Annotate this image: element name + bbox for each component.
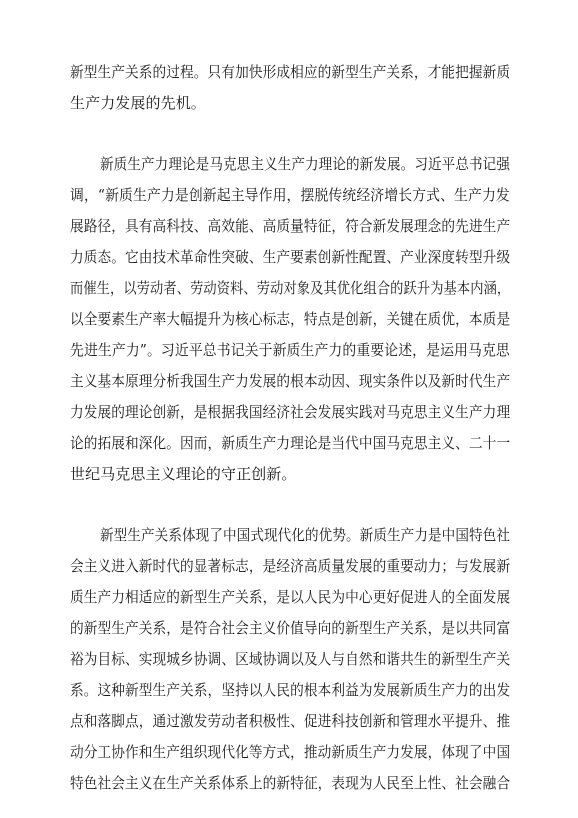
paragraph-2-line-10: 论的拓展和深化。因而，新质生产力理论是当代中国马克思主义、二十一 [70, 434, 511, 452]
paragraph-3-line-3: 质生产力相适应的新型生产关系，是以人民为中心更好促进人的全面发展 [70, 588, 511, 606]
paragraph-3-line-8: 动分工协作和生产组织现代化等方式，推动新质生产力发展，体现了中国 [70, 743, 511, 761]
paragraph-1-line-1: 新型生产关系的过程。只有加快形成相应的新型生产关系，才能把握新质 [70, 63, 511, 81]
paragraph-1-line-2: 生产力发展的先机。 [70, 94, 206, 112]
paragraph-3-line-4: 的新型生产关系，是符合社会主义价值导向的新型生产关系，是以共同富 [70, 619, 511, 637]
paragraph-2-line-8: 主义基本原理分析我国生产力发展的根本动因、现实条件以及新时代生产 [70, 372, 511, 390]
paragraph-2-line-6: 以全要素生产率大幅提升为核心标志，特点是创新，关键在质优，本质是 [70, 310, 511, 328]
paragraph-3-line-7: 点和落脚点，通过激发劳动者积极性、促进科技创新和管理水平提升、推 [70, 712, 511, 730]
paragraph-3-line-5: 裕为目标、实现城乡协调、区域协调以及人与自然和谐共生的新型生产关 [70, 650, 511, 668]
paragraph-2-line-5: 而催生，以劳动者、劳动资料、劳动对象及其优化组合的跃升为基本内涵， [70, 279, 511, 297]
paragraph-3-line-6: 系。这种新型生产关系，坚持以人民的根本利益为发展新质生产力的出发 [70, 681, 511, 699]
paragraph-2-line-7: 先进生产力”。习近平总书记关于新质生产力的重要论述，是运用马克思 [70, 341, 510, 359]
paragraph-3-line-2: 会主义进入新时代的显著标志，是经济高质量发展的重要动力；与发展新 [70, 557, 511, 575]
paragraph-2-line-4: 力质态。它由技术革命性突破、生产要素创新性配置、产业深度转型升级 [70, 248, 511, 266]
paragraph-2-line-1: 新质生产力理论是马克思主义生产力理论的新发展。习近平总书记强 [100, 155, 511, 173]
paragraph-3-line-1: 新型生产关系体现了中国式现代化的优势。新质生产力是中国特色社 [100, 526, 511, 544]
paragraph-2-line-11: 世纪马克思主义理论的守正创新。 [70, 465, 297, 483]
paragraph-2-line-3: 展路径，具有高科技、高效能、高质量特征，符合新发展理念的先进生产 [70, 217, 511, 235]
paragraph-2-line-2: 调，“新质生产力是创新起主导作用，摆脱传统经济增长方式、生产力发 [70, 186, 510, 204]
paragraph-2-line-9: 力发展的理论创新，是根据我国经济社会发展实践对马克思主义生产力理 [70, 403, 511, 421]
paragraph-3-line-9: 特色社会主义在生产关系体系上的新特征，表现为人民至上性、社会融合 [70, 774, 511, 792]
